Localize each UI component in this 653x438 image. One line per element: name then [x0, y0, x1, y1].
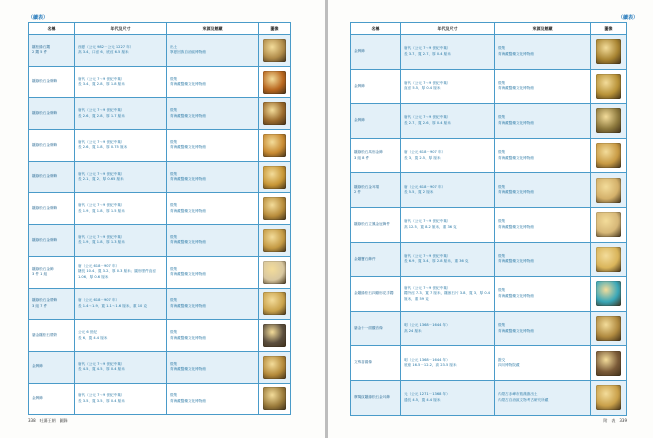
- artifact-size: 高 3.4，口徑 6、底徑 6.5 厘米: [78, 50, 129, 55]
- artifact-museum: 青海藏醫藥文化博物館: [498, 51, 534, 56]
- artifact-name-cell: [351, 207, 401, 242]
- source-cell: [495, 277, 591, 312]
- era-size-cell: [401, 380, 495, 415]
- image-cell: [259, 161, 291, 193]
- artifact-note: 3 件 1 組: [32, 272, 48, 277]
- table-row: [29, 351, 291, 383]
- artifact-name-cell: [29, 383, 75, 415]
- artifact-photo: [596, 178, 621, 203]
- artifact-era: 唐（公元 618－907 年）: [78, 298, 120, 303]
- artifact-era: 唐（公元 618－907 年）: [404, 150, 446, 155]
- image-cell: [259, 288, 291, 320]
- artifact-era: 明（公元 1368－1644 年）: [404, 357, 450, 362]
- image-cell: [259, 225, 291, 257]
- artifact-photo: [596, 385, 621, 410]
- era-size-cell: [401, 277, 495, 312]
- table-header-row: [29, 23, 291, 35]
- artifact-name-cell: [29, 98, 75, 130]
- artifact-museum: 青海藏醫藥文化博物館: [170, 240, 206, 245]
- era-size-cell: [75, 225, 167, 257]
- image-cell: [259, 130, 291, 162]
- artifact-photo: [263, 166, 286, 189]
- source-cell: [167, 288, 259, 320]
- artifact-museum: 青海藏醫藥文化博物館: [170, 82, 206, 87]
- artifact-size: 高 24 厘米: [404, 328, 422, 333]
- artifact-name: 鎏金鑲松石帶銙: [32, 332, 58, 337]
- artifact-name-cell: [351, 173, 401, 208]
- table-row: [351, 138, 627, 173]
- artifact-name: 鑲綠松石金帶飾: [32, 298, 58, 303]
- header-name: 名稱: [29, 23, 75, 35]
- artifact-era: 公元 6 世紀: [78, 330, 97, 335]
- artifact-size: 直徑 5.5、厚 0.4 厘米: [404, 86, 441, 91]
- artifact-size: 長 1.9、寬 1.8、厚 1.3 厘米: [78, 240, 125, 245]
- artifact-size: 長 1.9、寬 1.8、厚 1.5 厘米: [78, 208, 125, 213]
- artifact-photo: [596, 281, 621, 306]
- image-cell: [259, 35, 291, 67]
- artifact-note: 3 組 7 件: [32, 303, 48, 308]
- page-footer-left: 338 吐蕃王朝 圖錄: [28, 418, 68, 423]
- artifact-name-cell: [29, 225, 75, 257]
- artifact-museum: 內蒙古自治區文物考古研究所藏: [498, 397, 549, 402]
- artifact-name: 金鑲寶石飾件: [354, 256, 376, 261]
- artifact-name-cell: [29, 351, 75, 383]
- table-row: [351, 277, 627, 312]
- table-row: [29, 35, 291, 67]
- artifact-museum: 青海藏醫藥文化博物館: [170, 398, 206, 403]
- header-name: 名稱: [351, 23, 401, 35]
- artifact-era: 元（公元 1271－1368 年）: [404, 392, 450, 397]
- artifact-size: 長 4.5、寬 4.5、厚 0.4 厘米: [78, 367, 125, 372]
- header-era-size: 年代及尺寸: [401, 23, 495, 35]
- artifact-museum: 四川博物院藏: [498, 363, 520, 368]
- artifact-museum: 青海藏醫藥文化博物館: [170, 145, 206, 150]
- artifact-size: 長 2.7、寬 2.6、厚 0.4 厘米: [404, 120, 451, 125]
- image-cell: [591, 35, 627, 70]
- image-cell: [591, 104, 627, 139]
- artifact-photo: [263, 134, 286, 157]
- artifact-era: 唐代（公元 7～9 世紀中葉）: [78, 76, 125, 81]
- artifact-note: 2 件: [354, 190, 362, 195]
- artifact-museum: 青海藏醫藥文化博物館: [170, 335, 206, 340]
- artifact-name: 鑲綠松石金牌飾: [32, 110, 58, 115]
- artifact-era: 唐代（公元 7～9 世紀中葉）: [404, 80, 451, 85]
- artifact-photo: [263, 39, 286, 62]
- artifact-source: 內蒙古赤峰市敖漢旗出土: [498, 392, 538, 397]
- source-cell: [167, 193, 259, 225]
- artifact-name: 鑲綠松石金牌飾: [32, 142, 58, 147]
- artifact-source: 徵集: [498, 253, 506, 258]
- artifact-museum: 青海藏醫藥文化博物館: [170, 177, 206, 182]
- artifact-name-cell: [351, 346, 401, 381]
- artifact-photo: [263, 197, 286, 220]
- artifact-source: 徵集: [170, 139, 178, 144]
- table-row: [29, 66, 291, 98]
- source-cell: [167, 35, 259, 67]
- era-size-cell: [401, 311, 495, 346]
- era-size-cell: [401, 104, 495, 139]
- right-page: [328, 0, 653, 438]
- artifact-photo: [263, 387, 286, 410]
- image-cell: [259, 383, 291, 415]
- source-cell: [495, 380, 591, 415]
- image-cell: [259, 193, 291, 225]
- artifact-era: 唐（公元 618－907 年）: [404, 184, 446, 189]
- artifact-size: 長 3、寬 2.5、厚 厘米: [404, 155, 441, 160]
- era-size-cell: [401, 242, 495, 277]
- artifact-name-cell: [29, 193, 75, 225]
- artifact-size: 長 2.1、寬 2、厚 0.65 厘米: [78, 177, 124, 182]
- era-size-cell: [75, 383, 167, 415]
- era-size-cell: [75, 130, 167, 162]
- table-row: [29, 256, 291, 288]
- artifact-source: 徵集: [170, 76, 178, 81]
- artifact-museum: 青海藏醫藥文化博物館: [498, 155, 534, 160]
- artifact-name: 鑲綠松石金牌飾: [32, 237, 58, 242]
- source-cell: [167, 320, 259, 352]
- source-cell: [495, 242, 591, 277]
- artifact-era: 西夏（公元 982－公元 1227 年）: [78, 44, 134, 49]
- artifact-name-cell: [29, 66, 75, 98]
- artifact-note: 3 組 8 件: [354, 155, 370, 160]
- artifact-size: 長 1.4～1.9、寬 1.1～1.6 厘米，重 10 克: [78, 303, 148, 308]
- artifact-name: 鑲松綠石鐲: [32, 44, 50, 49]
- source-cell: [495, 346, 591, 381]
- continued-label: （續表）: [618, 15, 639, 21]
- artifact-museum: 青海藏醫藥文化博物館: [498, 259, 534, 264]
- table-row: [351, 311, 627, 346]
- artifact-photo: [263, 261, 286, 284]
- artifact-source: 徵集: [170, 266, 178, 271]
- artifact-name: 鎏金十一面觀音像: [354, 325, 383, 330]
- artifact-photo: [596, 212, 621, 237]
- image-cell: [259, 351, 291, 383]
- era-size-cell: [401, 69, 495, 104]
- artifact-era: 唐（公元 618－907 年）: [78, 263, 120, 268]
- artifact-source: 徵集: [170, 171, 178, 176]
- image-cell: [591, 311, 627, 346]
- artifact-era: 唐代（公元 7～9 世紀中葉）: [404, 253, 451, 258]
- artifact-era: 唐代（公元 7～9 世紀中葉）: [78, 361, 125, 366]
- artifact-source: 徵集: [170, 361, 178, 366]
- artifact-era: 唐代（公元 7～9 世紀中葉）: [404, 115, 451, 120]
- artifact-size: 長 5.5，寬 2 厘米: [404, 190, 434, 195]
- artifact-name-cell: [351, 277, 401, 312]
- artifact-name-cell: [29, 161, 75, 193]
- era-size-cell: [75, 193, 167, 225]
- image-cell: [591, 138, 627, 173]
- artifact-photo: [596, 316, 621, 341]
- artifact-photo: [596, 247, 621, 272]
- artifact-name: 鑲綠松石金耳環: [354, 184, 380, 189]
- artifact-museum: 青海藏醫藥文化博物館: [170, 303, 206, 308]
- table-row: [351, 346, 627, 381]
- image-cell: [259, 98, 291, 130]
- table-row: [351, 207, 627, 242]
- artifact-era: 唐代（公元 7～9 世紀中葉）: [78, 393, 125, 398]
- artifact-note: 2 鐲 5 件: [32, 50, 48, 55]
- artifact-name-cell: [29, 130, 75, 162]
- source-cell: [495, 69, 591, 104]
- source-cell: [495, 173, 591, 208]
- table-row: [351, 173, 627, 208]
- artifact-source: 徵集: [498, 288, 506, 293]
- artifact-name: 鑲綠松石金牌飾: [32, 174, 58, 179]
- image-cell: [591, 277, 627, 312]
- image-cell: [591, 242, 627, 277]
- artifact-size: 長 2.6、寬 1.8、厚 0.75 厘米: [78, 145, 128, 150]
- artifact-size: 高 12.5、寬 8.2 厘米，重 36 克: [404, 224, 457, 229]
- artifact-era: 明（公元 1368－1644 年）: [404, 323, 450, 328]
- artifact-museum: 青海藏醫藥文化博物館: [498, 224, 534, 229]
- table-row: [29, 193, 291, 225]
- artifact-size: 鏈長 10.4、寬 3.2、厚 0.3 厘米；圓形墜件直徑 1.06、厚 0.6 厘米: [78, 269, 156, 279]
- artifact-source: 徵集: [498, 323, 506, 328]
- source-cell: [167, 351, 259, 383]
- artifact-era: 唐代（公元 7～9 世紀中葉）: [404, 219, 451, 224]
- artifact-name: 金鑲綠松石四瓣形花手鐲: [354, 291, 394, 296]
- artifact-photo: [263, 102, 286, 125]
- artifact-name: 金牌飾: [354, 83, 365, 88]
- artifact-era: 唐代（公元 7～9 世紀中葉）: [404, 285, 451, 290]
- artifact-era: 唐代（公元 7～9 世紀中葉）: [78, 171, 125, 176]
- image-cell: [591, 346, 627, 381]
- header-image: 圖像: [591, 23, 627, 35]
- era-size-cell: [75, 35, 167, 67]
- table-row: [29, 130, 291, 162]
- artifact-photo: [596, 143, 621, 168]
- artifact-museum: 青海藏醫藥文化博物館: [170, 113, 206, 118]
- image-cell: [259, 256, 291, 288]
- table-row: [29, 161, 291, 193]
- header-image: 圖像: [259, 23, 291, 35]
- era-size-cell: [75, 256, 167, 288]
- page-footer-right: 附 表 339: [603, 418, 627, 423]
- table-row: [351, 35, 627, 70]
- source-cell: [167, 256, 259, 288]
- artifact-photo: [596, 74, 621, 99]
- source-cell: [495, 104, 591, 139]
- artifact-size: 長 3.7、寬 2.7、厚 0.4 厘米: [404, 51, 451, 56]
- artifact-table-left: [28, 22, 291, 415]
- source-cell: [495, 207, 591, 242]
- artifact-era: 唐代（公元 7～9 世紀中葉）: [78, 203, 125, 208]
- artifact-table-right: [350, 22, 627, 416]
- artifact-museum: 寧夏回族自治區博物館: [170, 50, 206, 55]
- era-size-cell: [401, 346, 495, 381]
- image-cell: [591, 380, 627, 415]
- artifact-name-cell: [351, 311, 401, 346]
- artifact-name-cell: [29, 35, 75, 67]
- artifact-photo: [263, 292, 286, 315]
- table-row: [351, 104, 627, 139]
- era-size-cell: [75, 98, 167, 130]
- artifact-source: 徵集: [498, 115, 506, 120]
- source-cell: [495, 311, 591, 346]
- artifact-photo: [596, 351, 621, 376]
- image-cell: [591, 69, 627, 104]
- artifact-museum: 青海藏醫藥文化博物館: [170, 208, 206, 213]
- source-cell: [495, 35, 591, 70]
- artifact-name: 鑲綠松石馬形金飾: [354, 150, 383, 155]
- table-row: [351, 242, 627, 277]
- table-row: [29, 288, 291, 320]
- artifact-name: 金牌飾: [32, 364, 43, 369]
- artifact-name: 鑲綠松石立鳳金冠飾件: [354, 222, 390, 227]
- table-row: [29, 98, 291, 130]
- era-size-cell: [401, 173, 495, 208]
- artifact-name-cell: [351, 138, 401, 173]
- artifact-era: 唐代（公元 7～9 世紀中葉）: [78, 139, 125, 144]
- header-source: 來源及館藏: [495, 23, 591, 35]
- artifact-source: 徵集: [498, 80, 506, 85]
- artifact-name: 鑲綠松石金飾: [32, 266, 54, 271]
- image-cell: [259, 320, 291, 352]
- artifact-photo: [263, 229, 286, 252]
- artifact-name: 金牌飾: [32, 396, 43, 401]
- artifact-size: 長 6.9、寬 3.4、厚 2.8 厘米，重 36 克: [404, 259, 469, 264]
- artifact-size: 鐲外徑 7.3、寬 7 厘米，鑲嵌石片 3.8、寬 3、厚 0.4 厘米，重 59 克: [404, 291, 491, 301]
- image-cell: [591, 173, 627, 208]
- artifact-size: 長 2.6、寬 2.8、厚 1.7 厘米: [78, 113, 125, 118]
- artifact-source: 徵集: [170, 393, 178, 398]
- artifact-source: 徵集: [170, 108, 178, 113]
- artifact-source: 徵集: [170, 330, 178, 335]
- artifact-name: 金牌飾: [354, 49, 365, 54]
- era-size-cell: [401, 138, 495, 173]
- header-era-size: 年代及尺寸: [75, 23, 167, 35]
- era-size-cell: [75, 161, 167, 193]
- era-size-cell: [75, 320, 167, 352]
- artifact-museum: 青海藏醫藥文化博物館: [498, 86, 534, 91]
- era-size-cell: [75, 351, 167, 383]
- artifact-photo: [596, 39, 621, 64]
- artifact-size: 長 3.5、寬 3.5、厚 0.4 厘米: [78, 398, 125, 403]
- artifact-photo: [263, 356, 286, 379]
- image-cell: [259, 66, 291, 98]
- continued-label: （續表）: [28, 15, 49, 21]
- artifact-source: 徵集: [498, 184, 506, 189]
- artifact-source: 徵集: [170, 298, 178, 303]
- artifact-photo: [263, 324, 286, 347]
- artifact-name-cell: [351, 380, 401, 415]
- artifact-size: 通長 4.5，寬 4.4 厘米: [404, 397, 441, 402]
- artifact-photo: [263, 71, 286, 94]
- source-cell: [495, 138, 591, 173]
- artifact-museum: 青海藏醫藥文化博物館: [170, 272, 206, 277]
- artifact-museum: 青海藏醫藥文化博物館: [498, 293, 534, 298]
- table-header-row: [351, 23, 627, 35]
- artifact-source: 徵集: [170, 203, 178, 208]
- table-row: [351, 69, 627, 104]
- artifact-era: 唐代（公元 7～9 世紀中葉）: [404, 46, 451, 51]
- artifact-name: 鑲綠松石金牌飾: [32, 206, 58, 211]
- header-source: 來源及館藏: [167, 23, 259, 35]
- artifact-size: 長 3.4、寬 2.8、厚 1.8 厘米: [78, 82, 125, 87]
- source-cell: [167, 161, 259, 193]
- source-cell: [167, 98, 259, 130]
- artifact-source: 徵集: [498, 219, 506, 224]
- era-size-cell: [401, 35, 495, 70]
- artifact-name: 鑲綠松石金牌飾: [32, 79, 58, 84]
- table-row: [351, 380, 627, 415]
- artifact-name-cell: [29, 288, 75, 320]
- artifact-museum: 青海藏醫藥文化博物館: [498, 120, 534, 125]
- artifact-name-cell: [351, 35, 401, 70]
- era-size-cell: [401, 207, 495, 242]
- artifact-name-cell: [29, 256, 75, 288]
- table-row: [29, 225, 291, 257]
- table-row: [29, 320, 291, 352]
- era-size-cell: [75, 66, 167, 98]
- artifact-name-cell: [351, 242, 401, 277]
- artifact-name-cell: [351, 104, 401, 139]
- artifact-museum: 青海藏醫藥文化博物館: [170, 367, 206, 372]
- artifact-source: 徵集: [498, 46, 506, 51]
- artifact-source: 出土: [170, 44, 178, 49]
- artifact-name: 摩羯紋鑲綠松石金耳飾: [354, 394, 390, 399]
- artifact-museum: 青海藏醫藥文化博物館: [498, 328, 534, 333]
- artifact-source: 撥交: [498, 357, 506, 362]
- source-cell: [167, 66, 259, 98]
- artifact-source: 徵集: [170, 234, 178, 239]
- artifact-size: 底座 16.5－12.2，高 23.5 厘米: [404, 363, 457, 368]
- artifact-name: 文殊菩薩像: [354, 360, 372, 365]
- table-row: [29, 383, 291, 415]
- era-size-cell: [75, 288, 167, 320]
- artifact-museum: 青海藏醫藥文化博物館: [498, 190, 534, 195]
- artifact-name-cell: [29, 320, 75, 352]
- source-cell: [167, 225, 259, 257]
- artifact-era: 唐代（公元 7～9 世紀中葉）: [78, 108, 125, 113]
- artifact-era: 唐代（公元 7～9 世紀中葉）: [78, 234, 125, 239]
- artifact-size: 長 6、寬 4.4 厘米: [78, 335, 108, 340]
- image-cell: [591, 207, 627, 242]
- artifact-source: 徵集: [498, 150, 506, 155]
- source-cell: [167, 383, 259, 415]
- artifact-photo: [596, 108, 621, 133]
- artifact-name-cell: [351, 69, 401, 104]
- artifact-name: 金牌飾: [354, 118, 365, 123]
- left-page: [0, 0, 325, 438]
- source-cell: [167, 130, 259, 162]
